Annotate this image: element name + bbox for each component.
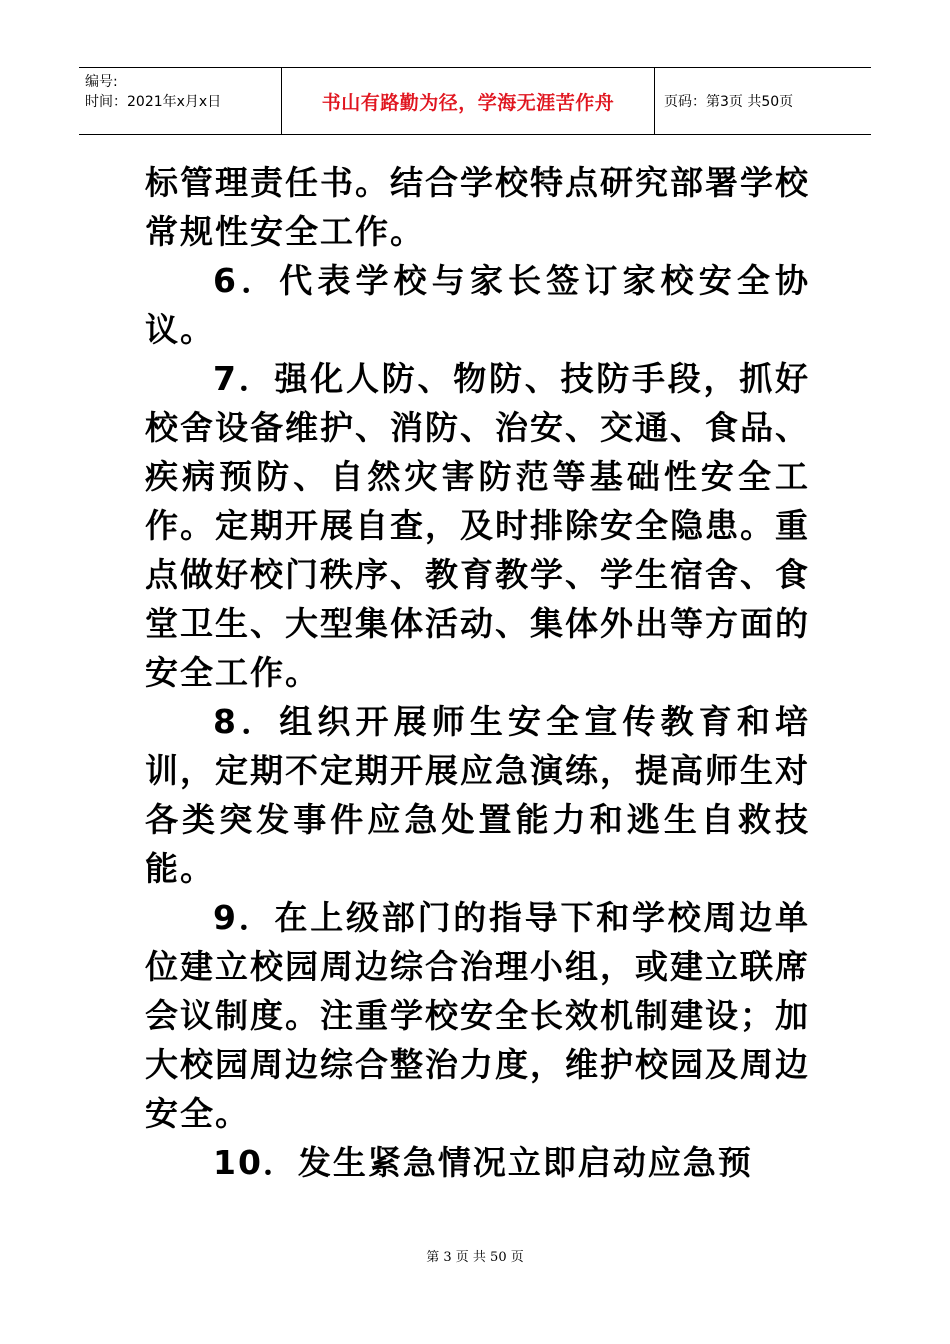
paragraph-item-8: 8．组织开展师生安全宣传教育和培训，定期不定期开展应急演练，提高师生对各类突发事件应急处置能力和逃生自救技能。 [145, 702, 810, 888]
paragraph-continuation: 标管理责任书。结合学校特点研究部署学校常规性安全工作。 [145, 163, 810, 251]
header-motto: 书山有路勤为径，学海无涯苦作舟 [321, 91, 615, 114]
document-body [145, 158, 810, 1187]
document-time-label: 时间：2021年x月x日 [85, 94, 222, 110]
header-meta [79, 68, 282, 134]
document-number-label: 编号: [85, 74, 118, 90]
header-page-info: 页码：第3页 共50页 [664, 94, 794, 110]
header-page-info-cell [655, 68, 871, 134]
header-motto-cell [282, 68, 655, 134]
page-footer [0, 1246, 950, 1265]
footer-page-number: 第 3 页 共 50 页 [426, 1250, 524, 1265]
page-header [79, 67, 871, 135]
paragraph-item-9: 9．在上级部门的指导下和学校周边单位建立校园周边综合治理小组，或建立联席会议制度。注重学校安全长效机制建设；加大校园周边综合整治力度，维护校园及周边安全。 [145, 898, 810, 1133]
paragraph-item-6: 6．代表学校与家长签订家校安全协议。 [145, 261, 810, 349]
paragraph-item-10: 10．发生紧急情况立即启动应急预 [213, 1143, 753, 1182]
paragraph-item-7: 7．强化人防、物防、技防手段，抓好校舍设备维护、消防、治安、交通、食品、疾病预防、自然灾害防范等基础性安全工作。定期开展自查，及时排除安全隐患。重点做好校门秩序、教育教学、学生宿舍、食堂卫生、大型集体活动、集体外出等方面的安全工作。 [145, 359, 810, 692]
